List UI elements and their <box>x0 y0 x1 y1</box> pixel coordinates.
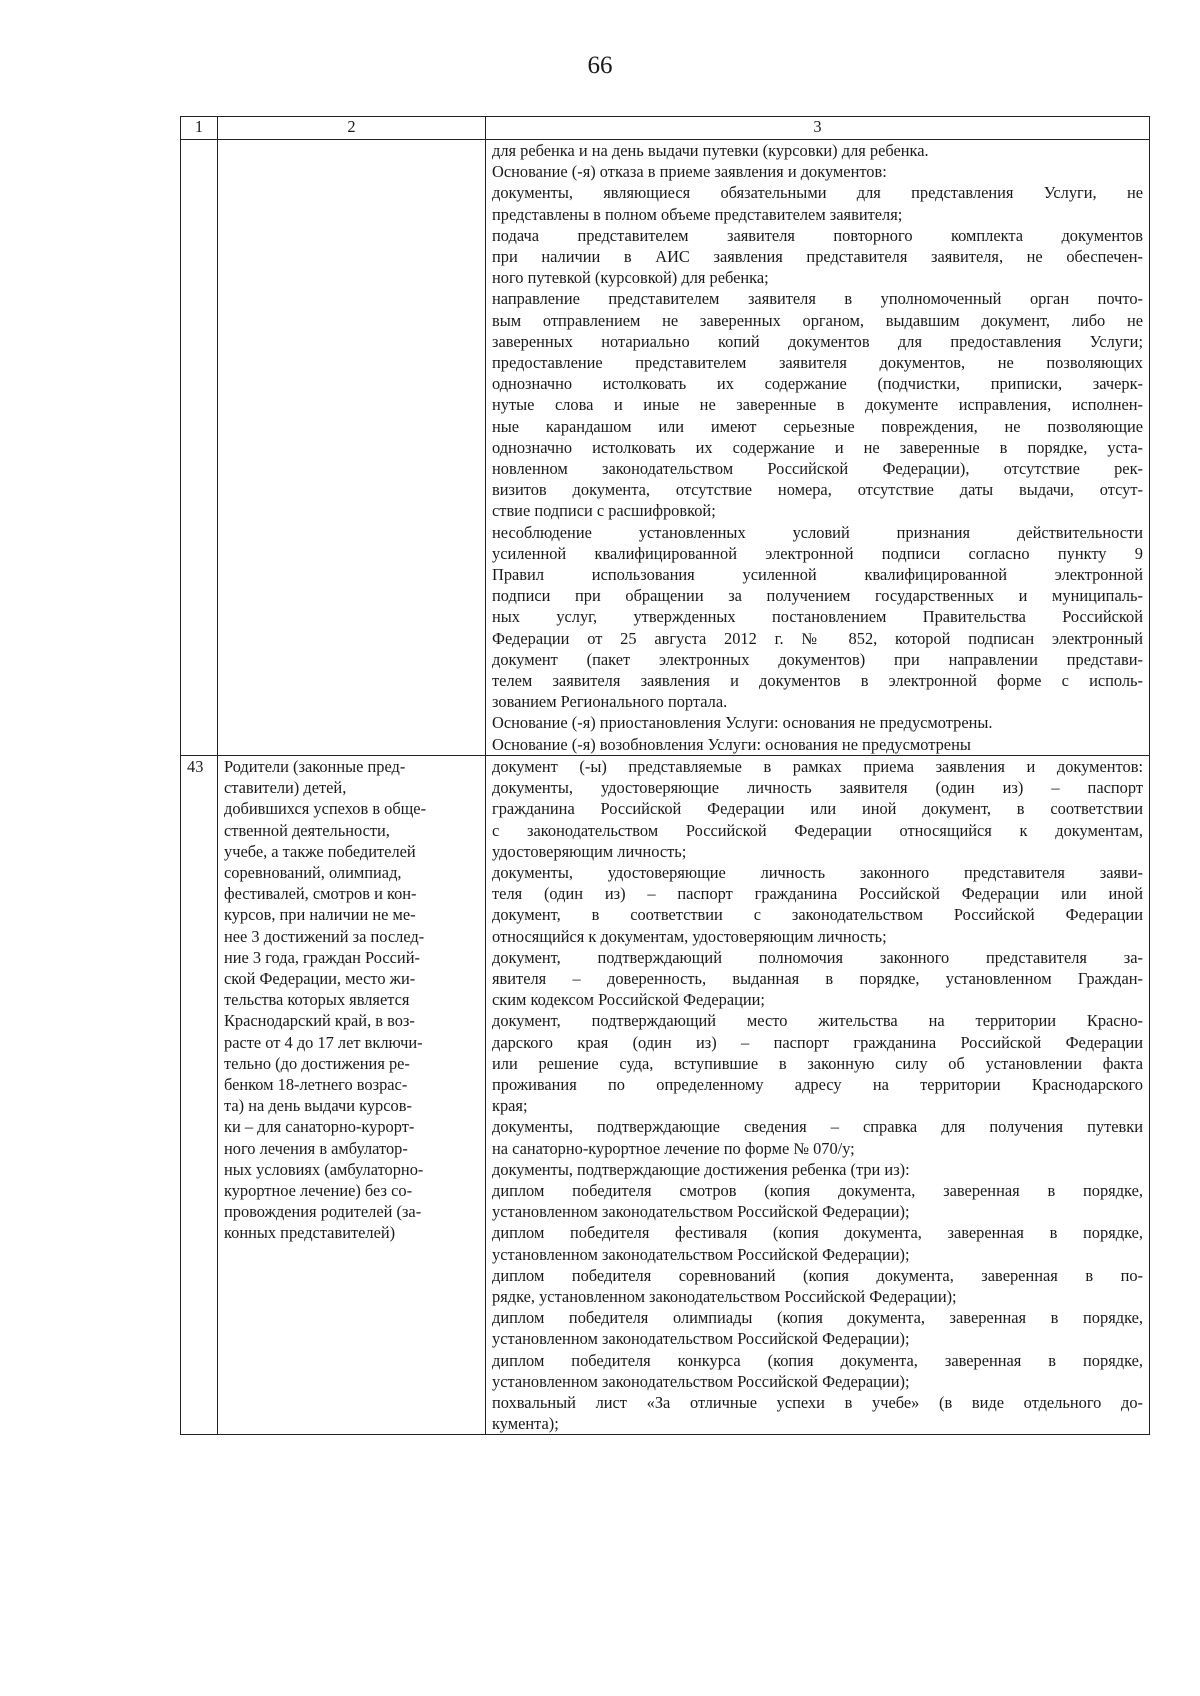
text-line: направление представителем заявителя в уполномоченный орган почто- <box>492 289 1143 309</box>
text-line: установленном законодательством Российской Федерации); <box>492 1244 910 1264</box>
table-row-continuation <box>181 140 1150 756</box>
text-line: рядке, установленном законодательством Российской Федерации); <box>492 1286 957 1306</box>
text-line: края; <box>492 1096 528 1116</box>
text-line: зованием Регионального портала. <box>492 692 728 712</box>
text-line: ским кодексом Российской Федерации; <box>492 990 765 1010</box>
text-line: предоставление представителем заявителя документов, не позволяющих <box>492 353 1143 373</box>
cont-col-1 <box>181 140 218 756</box>
text-line: Основание (-я) отказа в приеме заявления и документов: <box>492 162 887 182</box>
text-line: или решение суда, вступившие в законную силу об установлении факта <box>492 1053 1143 1073</box>
text-line: новленном законодательством Российской Федерации), отсутствие рек- <box>492 459 1143 479</box>
text-line: удостоверяющим личность; <box>492 841 687 861</box>
text-line: нее 3 достижений за послед- <box>224 926 425 946</box>
text-line: та) на день выдачи курсов- <box>224 1096 412 1116</box>
text-line: заверенных нотариально копий документов для предоставления Услуги; <box>492 331 1143 351</box>
text-line: установленном законодательством Российской Федерации); <box>492 1371 910 1391</box>
cont-col-3-text <box>486 140 1150 756</box>
text-line: провождения родителей (за- <box>224 1202 422 1222</box>
text-line: подписи при обращении за получением государственных и муниципаль- <box>492 586 1143 606</box>
text-line: фестивалей, смотров и кон- <box>224 884 417 904</box>
text-line: ные карандашом или имеют серьезные повреждения, не позволяющие <box>492 416 1143 436</box>
text-line: ствие подписи с расшифровкой; <box>492 501 716 521</box>
text-line: учебе, а также победителей <box>224 841 416 861</box>
text-line: дарского края (один из) – паспорт гражданина Российской Федерации <box>492 1032 1143 1052</box>
text-line: диплом победителя смотров (копия документа, заверенная в порядке, <box>492 1180 1143 1200</box>
table-header-row <box>181 117 1150 140</box>
text-line: Краснодарский край, в воз- <box>224 1011 415 1031</box>
text-line: диплом победителя соревнований (копия документа, заверенная в по- <box>492 1265 1143 1285</box>
row-43-number: 43 <box>181 755 218 1435</box>
text-line: добившихся успехов в обще- <box>224 799 427 819</box>
text-line: Правил использования усиленной квалифицированной электронной <box>492 565 1143 585</box>
text-line: теля (один из) – паспорт гражданина Российской Федерации или иной <box>492 884 1143 904</box>
text-line: установленном законодательством Российской Федерации); <box>492 1329 910 1349</box>
cont-col-2 <box>218 140 486 756</box>
text-line: ных условиях (амбулаторно- <box>224 1159 424 1179</box>
text-line: подача представителем заявителя повторного комплекта документов <box>492 225 1143 245</box>
text-line: Основание (-я) возобновления Услуги: основания не предусмотрены <box>492 734 971 754</box>
text-line: усиленной квалифицированной электронной подписи согласно пункту 9 <box>492 543 1143 563</box>
text-line: ние 3 года, граждан Россий- <box>224 947 420 967</box>
text-line: ской Федерации, место жи- <box>224 968 416 988</box>
text-line: документы, подтверждающие сведения – справка для получения путевки <box>492 1117 1143 1137</box>
text-line: несоблюдение установленных условий признания действительности <box>492 522 1143 542</box>
text-line: тельства которых является <box>224 990 410 1010</box>
text-line: соревнований, олимпиад, <box>224 862 402 882</box>
text-line: ных услуг, утвержденных постановлением Правительства Российской <box>492 607 1143 627</box>
text-line: расте от 4 до 17 лет включи- <box>224 1032 423 1052</box>
text-line: документ (-ы) представляемые в рамках приема заявления и документов: <box>492 756 1143 776</box>
text-line: Родители (законные пред- <box>224 756 406 776</box>
text-line: документ (пакет электронных документов) при направлении представи- <box>492 649 1143 669</box>
text-line: курортное лечение) без со- <box>224 1180 413 1200</box>
text-line: документ, в соответствии с законодательством Российской Федерации <box>492 905 1143 925</box>
text-line: диплом победителя фестиваля (копия документа, заверенная в порядке, <box>492 1223 1143 1243</box>
text-line: тельно (до достижения ре- <box>224 1053 410 1073</box>
text-line: похвальный лист «За отличные успехи в учебе» (в виде отдельного до- <box>492 1392 1143 1412</box>
text-line: гражданина Российской Федерации или иной документ, в соответствии <box>492 799 1143 819</box>
text-line: нутые слова и иные не заверенные в документе исправления, исполнен- <box>492 395 1143 415</box>
text-line: курсов, при наличии не ме- <box>224 905 416 925</box>
text-line: документы, подтверждающие достижения ребенка (три из): <box>492 1159 910 1179</box>
text-line: представлены в полном объеме представителем заявителя; <box>492 204 903 224</box>
text-line: документ, подтверждающий место жительства на территории Красно- <box>492 1011 1143 1031</box>
text-line: бенком 18-летнего возрас- <box>224 1074 408 1094</box>
text-line: ного путевкой (курсовкой) для ребенка; <box>492 268 769 288</box>
text-line: при наличии в АИС заявления представителя заявителя, не обеспечен- <box>492 247 1143 267</box>
text-line: относящийся к документам, удостоверяющим личность; <box>492 926 887 946</box>
text-line: ставители) детей, <box>224 778 347 798</box>
services-table <box>180 116 1150 1435</box>
text-line: ного лечения в амбулатор- <box>224 1138 408 1158</box>
text-line: установленном законодательством Российской Федерации); <box>492 1202 910 1222</box>
table-row-43 <box>181 755 1150 1435</box>
text-line: визитов документа, отсутствие номера, отсутствие даты выдачи, отсут- <box>492 480 1143 500</box>
text-line: для ребенка и на день выдачи путевки (курсовки) для ребенка. <box>492 141 929 160</box>
text-line: вым отправлением не заверенных органом, выдавшим документ, либо не <box>492 310 1143 330</box>
text-line: однозначно истолковать их содержание и не заверенные в порядке, уста- <box>492 437 1143 457</box>
page-number: 66 <box>587 52 613 79</box>
text-line: явителя – доверенность, выданная в порядке, установленном Граждан- <box>492 968 1143 988</box>
text-line: проживания по определенному адресу на территории Краснодарского <box>492 1074 1143 1094</box>
text-line: с законодательством Российской Федерации относящийся к документам, <box>492 820 1143 840</box>
text-line: кумента); <box>492 1414 559 1434</box>
text-line: Федерации от 25 августа 2012 г. № 852, которой подписан электронный <box>492 628 1143 648</box>
header-col-2: 2 <box>218 117 486 140</box>
header-col-1: 1 <box>181 117 218 140</box>
text-line: телем заявителя заявления и документов в электронной форме с исполь- <box>492 671 1143 691</box>
text-line: документы, являющиеся обязательными для представления Услуги, не <box>492 183 1143 203</box>
text-line: диплом победителя конкурса (копия документа, заверенная в порядке, <box>492 1350 1143 1370</box>
text-line: Основание (-я) приостановления Услуги: основания не предусмотрены. <box>492 713 993 733</box>
row-43-documents <box>486 755 1150 1435</box>
text-line: документы, удостоверяющие личность законного представителя заяви- <box>492 862 1143 882</box>
row-43-recipients <box>218 755 486 1435</box>
text-line: диплом победителя олимпиады (копия документа, заверенная в порядке, <box>492 1308 1143 1328</box>
text-line: конных представителей) <box>224 1223 396 1243</box>
text-line: на санаторно-курортное лечение по форме № 070/у; <box>492 1138 855 1158</box>
text-line: ки – для санаторно-курорт- <box>224 1117 415 1137</box>
text-line: документы, удостоверяющие личность заявителя (один из) – паспорт <box>492 778 1143 798</box>
text-line: однозначно истолковать их содержание (подчистки, приписки, зачерк- <box>492 374 1143 394</box>
text-line: документ, подтверждающий полномочия законного представителя за- <box>492 947 1143 967</box>
text-line: ственной деятельности, <box>224 820 390 840</box>
header-col-3: 3 <box>486 117 1150 140</box>
